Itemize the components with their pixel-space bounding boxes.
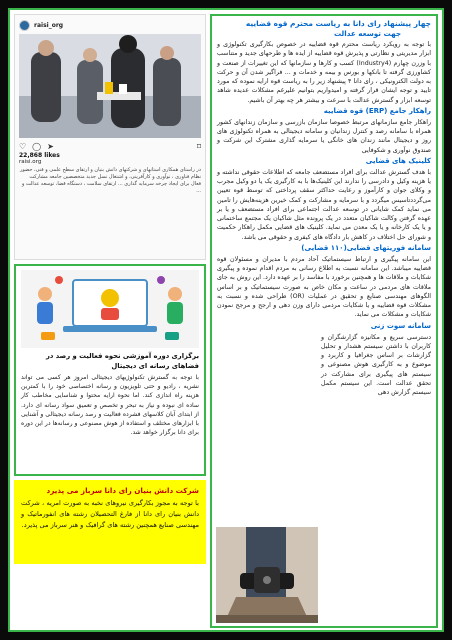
instagram-header [19, 18, 201, 32]
instagram-post [14, 14, 206, 260]
bookmark-icon[interactable]: ⌑ [196, 141, 201, 151]
section-whistleblower-title: سامانه سوت زنی [370, 321, 431, 330]
section-clinics-body: با هدف گسترش عدالت برای افراد مستضعف جامعه که اطلاعات حقوقی نداشته و یا هزینه وکیل و دادرسی را ندارند این کلینیک‌ها با به کارگیری یک یا دو وکیل مجرب و وکلای جوان و کارآموز و رعایت حداکثر سقف پرداختی که توسط قوه تعیین می‌گرددتاسیس میگردد و با سرمایه و مشارکت و کمک خیرین هزینه‌هایش را تامین می نماید کمک شایانی در توسعه عدالت اجتماعی برای افراد مستضعف و یا بر عهده گرفتن وکالت شاکیان متعدد در یک پرونده مثل شاکیان یک مجتمع ساختمانی و یا یک کارخانه و یا یک معدن می نماید. کلینیک های قضایی مکمل راهکار حکمیت و شورای حل اختلاف در کاهش بار دادگاه های کیفری و حقوقی می باشد. [217, 168, 431, 241]
avatar[interactable] [19, 20, 30, 31]
notice-body: با توجه به مجوز بکارگیری نیروهای نخبه به صورت امریه ، شرکت دانش بنیان رای دانا از فارغ التحصیلان رشته های انفورماتیک و مهندسی صنایع همچنین رشته های گرافیک و هنر سرباز می پذیرد. [21, 499, 199, 529]
section-erp-body: راهکار جامع سازمانهای مرتبط خصوصا سازمان بازرسی و سازمان زندانهای کشور همراه با سامانه رصد و کنترل زندانیان و سامانه دیجیتالی به همراه تکنولوژی های روز و دیجیتال مانند زندان های خانگی یا سرمایه گذاری مشترک این شرکت و صندوق نوآوری و شکوفایی [217, 118, 431, 154]
comment-icon[interactable]: ◯ [32, 141, 42, 151]
course-body: با توجه به گسترش تکنولوژیهای دیجیتالی امروز هر کسی می تواند نشریه ، رادیو و حتی تلویزیون و رسانه اختصاصی خود را با کمترین هزینه راه اندازی کند. اما نحوه ارایه محتوا و شناسایی مخاطب کار ساده ای نبوده و نیاز به تبحر و تخصص و تعمیق سواد رسانه ای دارد. از ابتدای آبان کلاسهای فشرده فعالیت و رصد رسانه دیجیتالی و آشنایی با ابزارهای مختلف و استفاده از هوش مصنوعی و رسانه‌ها در این دوره برای دانا برگزار خواهد شد. [21, 374, 199, 437]
instagram-account[interactable]: raisi.org [19, 159, 42, 165]
intro-paragraph: با توجه به رویکرد ریاست محترم قوه قضاییه در خصوص بکارگیری تکنولوژی و ابزار مدیریتی و نظارتی و پذیرش قوه قضاییه از ایده ها و طرحهای جدید و متناسب با وزرن چهارم (Industry4) کسب و کارها و سازمانها که این تغییرات از صنعت و کشاورزی گرفته تا بانکها و بورس و بیمه و خدمات و ... فراگیر شدن آن و حرکت به دولت الکترونیکی ، رای دانا ۴ پیشنهاد زیر را به ریاست قوه ارایه نموده که مورد تایید و توجه ایشان قرار گرفته و امیدواریم بتوانیم علیرغم مشکلات عدیده شاهد توسعه ابزار و گسترش عدالت با سرعت و بیشتر هر چه بهتر آن باشیم. [217, 41, 431, 104]
article-title: چهار پیشنهاد رای دانا به ریاست محترم قوه قضاییه [245, 19, 431, 28]
article-subtitle: جهت توسعه عدالت [333, 29, 401, 38]
section-erp-title: راهکار جامع (ERP) قوه قضاییه [323, 106, 431, 115]
newsletter-page [8, 8, 444, 632]
digital-media-illustration [21, 270, 199, 348]
notice-title: شرکت دانش بنیان رای دانا سرباز می پذیرد [46, 486, 199, 495]
instagram-caption: در راستای همکاری استانهای و شرکتهای دانش بنیان و ارتقای سطح علمی و فنی، حضور نظام فناوری ، نوآوری و کارآفرینی، و اشتغال نسل جدید متخصصین جامعه مشارکت فعال برای ایجاد چرخه سرمایه گذاری ... ارتقای سلامت ، دستگاه قضا، توسعه عدالت و ... [19, 167, 201, 194]
likes-count[interactable]: 22,868 likes [19, 152, 60, 159]
section-whistleblower [321, 321, 431, 398]
left-column [14, 14, 206, 564]
heart-icon[interactable]: ♡ [19, 141, 27, 151]
ankle-monitor-photo [216, 527, 318, 623]
instagram-actions [19, 140, 201, 152]
instagram-photo[interactable] [19, 34, 201, 138]
ankle-bracelet-icon [216, 527, 318, 623]
share-icon[interactable]: ➤ [47, 141, 54, 151]
section-emergency-body: این سامانه پیگیری و ارتباط سیستماتیک آحاد مردم با مدیران و مسئولان قوه قضاییه میباشد. این سامانه نسبت به اطلاع رسانی به مردم اقدام نموده و پیگیری شکایات و ملاقات ها و همچنین برخورد با مفاسد را بر عهده دارد. این روش به جای ملاقات های مردمی در ساعت و مکان خاص به صورت سیستماتیک و بر اساس الگوهای مهندسی صنایع و تحقیق در عملیات (OR) طراحی شده و نسبت به مشکلات قوه قضاییه و یا شکایات مردمی دارای وزن دهی و ارجح و مرجح نمودن شکایات و مشکلات می نماید. [217, 255, 431, 319]
right-column-article [210, 14, 438, 628]
section-clinics-title: کلینیک های قضایی [365, 156, 431, 165]
laptop-people-icon [21, 270, 199, 348]
section-emergency-title: سامانه فوریتهای قضایی(۱۱۰ قضایی) [301, 243, 431, 252]
instagram-username[interactable]: raisi_org [34, 21, 64, 29]
course-title: برگزاری دوره آموزشی نحوه فعالیت و رصد در فضاهای رسانه ای دیجیتال [45, 352, 199, 370]
officials-photo-illustration [19, 34, 201, 138]
section-whistleblower-body: دسترسی سریع و مکانیزه گزارشگران و کاربران با داشتن سیستم هشدار و تحلیل گزارشات بر اساس جغرافیا و کاربرد و موضوع و به کارگیری هوش مصنوعی و سیستم های پیگیری برای مشارکت در تحقق عدالت است. این سیستم مکمل سیستم گزارش دهی [321, 333, 431, 396]
recruitment-notice [14, 480, 206, 564]
course-box [14, 264, 206, 476]
